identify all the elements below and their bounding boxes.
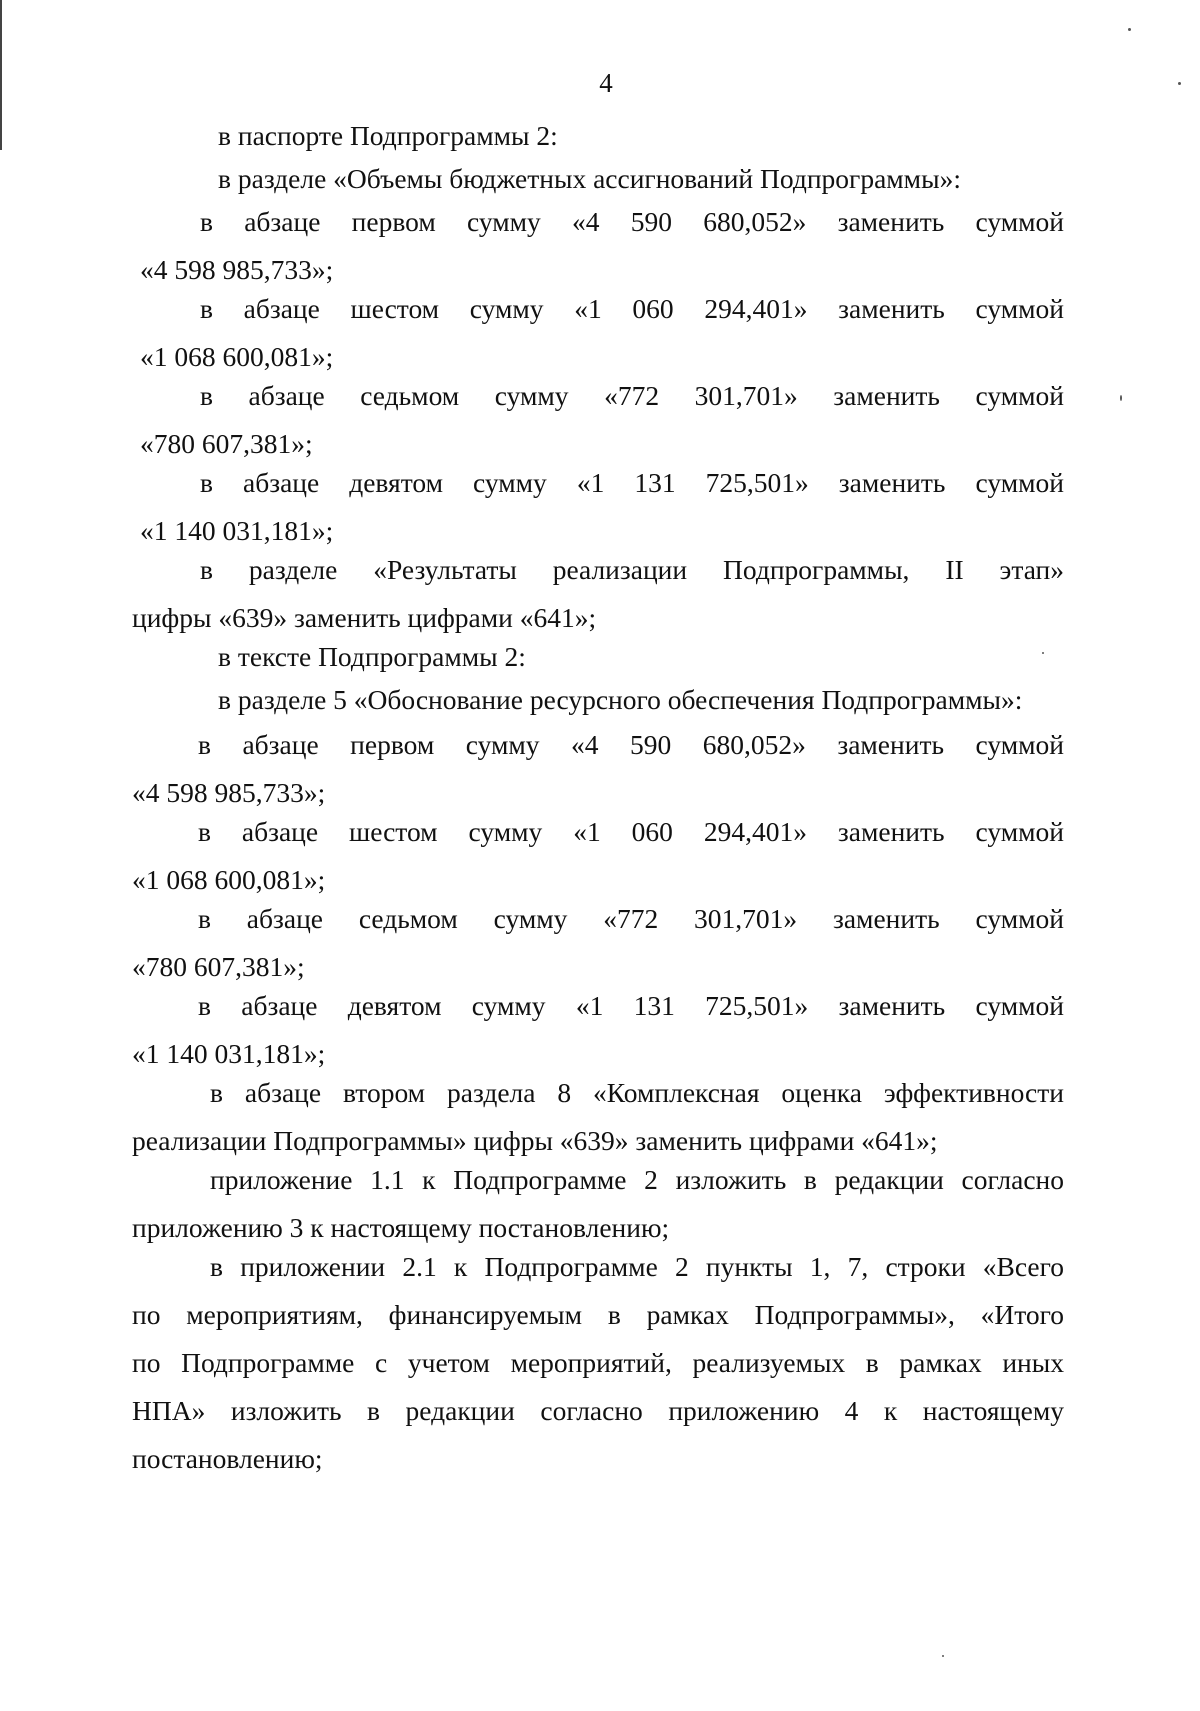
scan-speck bbox=[942, 1655, 944, 1657]
paragraph-results-section bbox=[132, 546, 1064, 642]
paragraph-line: в приложении 2.1 к Подпрограмме 2 пункты 1, 7, строки «Всего bbox=[210, 1251, 1064, 1282]
paragraph-line: цифры «639» заменить цифрами «641»; bbox=[132, 602, 597, 633]
paragraph-line: НПА» изложить в редакции согласно приложению 4 к настоящему bbox=[132, 1395, 1064, 1426]
paragraph-ninth-sum-2 bbox=[132, 982, 1064, 1078]
paragraph-line: в абзаце шестом сумму «1 060 294,401» заменить суммой bbox=[198, 816, 1064, 847]
paragraph-appendix-1-1 bbox=[132, 1156, 1064, 1252]
paragraph-line: «1 140 031,181»; bbox=[132, 1038, 326, 1069]
scan-speck bbox=[1042, 652, 1044, 654]
scan-speck bbox=[1178, 82, 1181, 85]
paragraph-passport-heading: в паспорте Подпрограммы 2: bbox=[218, 120, 558, 151]
paragraph-line: по мероприятиям, финансируемым в рамках Подпрограммы», «Итого bbox=[132, 1299, 1064, 1330]
paragraph-line: в абзаце первом сумму «4 590 680,052» заменить суммой bbox=[200, 206, 1064, 237]
paragraph-line: в абзаце первом сумму «4 590 680,052» заменить суммой bbox=[198, 729, 1064, 760]
paragraph-appendix-2-1 bbox=[132, 1243, 1064, 1483]
paragraph-line: «780 607,381»; bbox=[140, 428, 313, 459]
paragraph-line: в абзаце втором раздела 8 «Комплексная оценка эффективности bbox=[210, 1077, 1064, 1108]
paragraph-budget-section: в разделе «Объемы бюджетных ассигнований Подпрограммы»: bbox=[218, 163, 961, 194]
paragraph-section-5: в разделе 5 «Обоснование ресурсного обеспечения Подпрограммы»: bbox=[218, 684, 1023, 715]
paragraph-line: в абзаце шестом сумму «1 060 294,401» заменить суммой bbox=[200, 293, 1064, 324]
paragraph-line: «1 140 031,181»; bbox=[140, 515, 334, 546]
paragraph-first-sum-1 bbox=[140, 198, 1064, 294]
paragraph-line: приложение 1.1 к Подпрограмме 2 изложить в редакции согласно bbox=[210, 1164, 1064, 1195]
paragraph-line: приложению 3 к настоящему постановлению; bbox=[132, 1212, 670, 1243]
paragraph-line: в абзаце девятом сумму «1 131 725,501» заменить суммой bbox=[200, 467, 1064, 498]
paragraph-line: «1 068 600,081»; bbox=[140, 341, 334, 372]
paragraph-line: «4 598 985,733»; bbox=[132, 777, 326, 808]
paragraph-line: реализации Подпрограммы» цифры «639» заменить цифрами «641»; bbox=[132, 1125, 938, 1156]
paragraph-line: «4 598 985,733»; bbox=[140, 254, 334, 285]
paragraph-section-8 bbox=[132, 1069, 1064, 1165]
page-number: 4 bbox=[599, 68, 613, 98]
paragraph-line: в абзаце девятом сумму «1 131 725,501» заменить суммой bbox=[198, 990, 1064, 1021]
paragraph-line: в абзаце седьмом сумму «772 301,701» заменить суммой bbox=[198, 903, 1064, 934]
paragraph-line: в разделе «Результаты реализации Подпрограммы, II этап» bbox=[200, 554, 1064, 585]
scan-speck bbox=[1128, 28, 1131, 31]
scan-speck bbox=[1120, 395, 1122, 401]
paragraph-line: «1 068 600,081»; bbox=[132, 864, 326, 895]
paragraph-sixth-sum-1 bbox=[140, 285, 1064, 381]
paragraph-line: постановлению; bbox=[132, 1443, 323, 1474]
paragraph-sixth-sum-2 bbox=[132, 808, 1064, 904]
paragraph-first-sum-2 bbox=[132, 721, 1064, 817]
paragraph-line: «780 607,381»; bbox=[132, 951, 305, 982]
paragraph-text-heading: в тексте Подпрограммы 2: bbox=[218, 641, 526, 672]
paragraph-line: по Подпрограмме с учетом мероприятий, реализуемых в рамках иных bbox=[132, 1347, 1064, 1378]
paragraph-line: в абзаце седьмом сумму «772 301,701» заменить суммой bbox=[200, 380, 1064, 411]
paragraph-seventh-sum-1 bbox=[140, 372, 1064, 468]
paragraph-ninth-sum-1 bbox=[140, 459, 1064, 555]
paragraph-seventh-sum-2 bbox=[132, 895, 1064, 991]
